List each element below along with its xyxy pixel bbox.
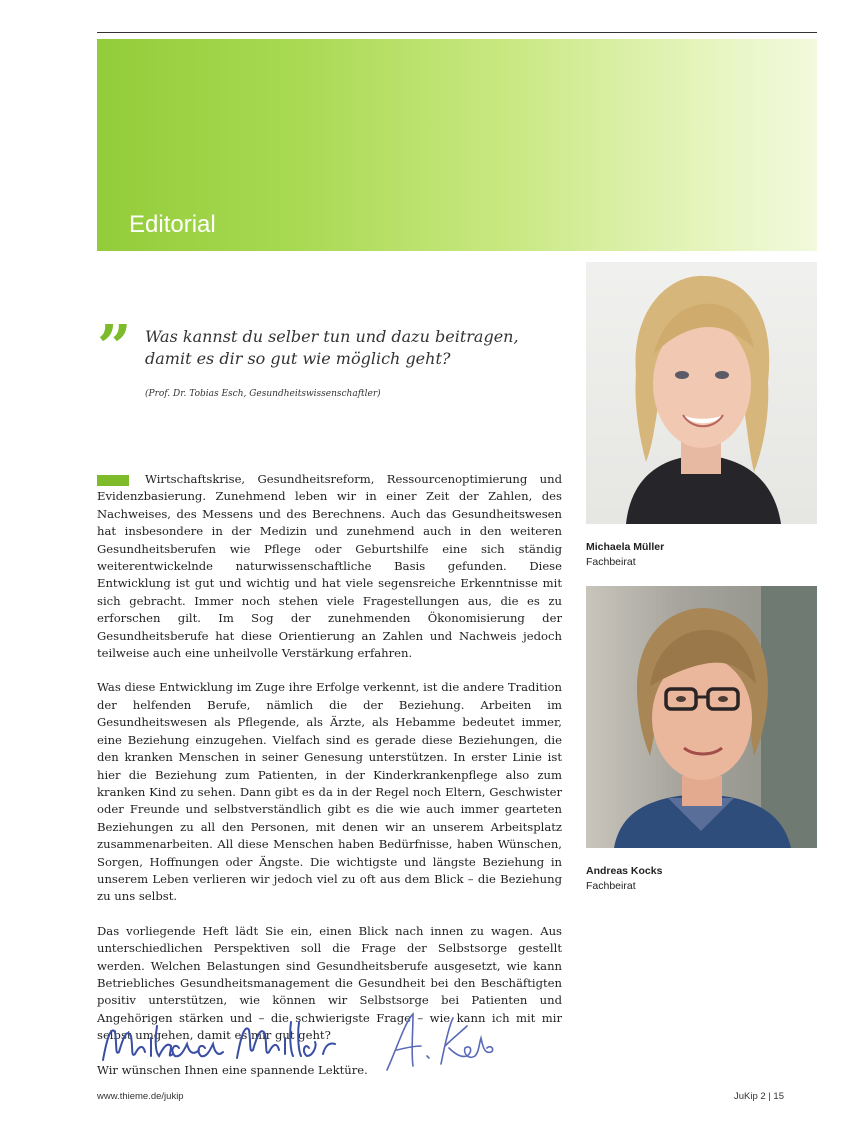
- body-text: [97, 471, 562, 1096]
- body-paragraph: Was diese Entwicklung im Zuge ihre Erfolge verkennt, ist die andere Tradition der helfenden Berufe, nämlich die der Beziehung. Arbeiten im Gesundheitswesen als Pflegende, als Ärzte, als Hebamme bedeutet immer, eine Beziehung einzugehen. Vielfach sind es gerade diese Beziehungen, die den kranken Menschen in seiner Genesung unterstützen. In erster Linie ist hier die Beziehung zum Patienten, in der Kinderkrankenpflege also zum kranken Kind zu sehen. Dann gibt es da in der Regel noch Eltern, Geschwister oder Freunde und selbstverständlich gibt es die wie auch immer gearteten Beziehungen zu all den Personen, mit denen wir an unserem Arbeitsplatz zusammenarbeiten. All diese Menschen haben Bedürfnisse, haben Wünschen, Sorgen, Hoffnungen oder Ängste. Die wichtigste und längste Beziehung in unserem Leben verlieren wir jedoch viel zu oft aus dem Blick – die Beziehung zu uns selbst.: [97, 680, 562, 904]
- body-paragraph: Das vorliegende Heft lädt Sie ein, einen Blick nach innen zu wagen. Aus unterschiedlichen Perspektiven soll die Frage der Selbstsorge gestellt werden. Welchen Belastungen sind Gesundheitsberufe ausgesetzt, wie kann Betriebliches Gesundheitsmanagement die Gesundheit bei den Beschäftigten positiv unterstützen, wie können wir Selbstsorge bei Patienten und Angehörigen stärken und – die schwierigste Frage – wie kann ich mit mir selbst umgehen, damit es mir gut geht?: [97, 923, 562, 1043]
- top-rule: [97, 32, 817, 33]
- page-title: Editorial: [129, 211, 216, 238]
- quote-source: (Prof. Dr. Tobias Esch, Gesundheitswissenschaftler): [145, 389, 381, 399]
- quote-mark: ”: [97, 313, 132, 383]
- caption-role-mueller: Fachbeirat: [586, 556, 636, 568]
- footer-url[interactable]: www.thieme.de/jukip: [97, 1091, 184, 1102]
- body-paragraph: Wir wünschen Ihnen eine spannende Lektüre.: [97, 1062, 368, 1077]
- editorial-banner: [97, 39, 817, 251]
- footer-issue-page: JuKip 2 | 15: [733, 1091, 784, 1102]
- signature-kocks: [383, 1008, 498, 1074]
- caption-role-kocks: Fachbeirat: [586, 880, 636, 892]
- author-photo-kocks: [586, 586, 817, 848]
- caption-name-kocks: Andreas Kocks: [586, 865, 663, 877]
- pull-quote: Was kannst du selber tun und dazu beitragen, damit es dir so gut wie möglich geht?: [145, 327, 519, 368]
- caption-name-mueller: Michaela Müller: [586, 541, 665, 553]
- author-photo-mueller: [586, 262, 817, 524]
- signature-mueller: [97, 1008, 352, 1074]
- body-paragraph: Wirtschaftskrise, Gesundheitsreform, Ressourcenoptimierung und Evidenzbasierung. Zunehmend leben wir in einer Zeit der Zahlen, des Nachweises, des Messens und des Berechnens. Auch das Gesundheitswesen hat insbesondere in der Medizin und zunehmend auch in den weiteren Gesundheitsberufen wie Pflege oder Geburtshilfe eine sich ständig weiterentwickelnde naturwissenschaftliche Basis gefunden. Diese Entwicklung ist gut und wichtig und hat viele segensreiche Erkenntnisse mit sich gebracht. Immer noch stehen viele Fragestellungen aus, die es zu erforschen gilt. Im Sog der zunehmenden Ökonomisierung der Gesundheitsberufe hat diese Orientierung an Zahlen und Nachweis jedoch teilweise auch eine unheilvolle Verstärkung erfahren.: [97, 472, 562, 661]
